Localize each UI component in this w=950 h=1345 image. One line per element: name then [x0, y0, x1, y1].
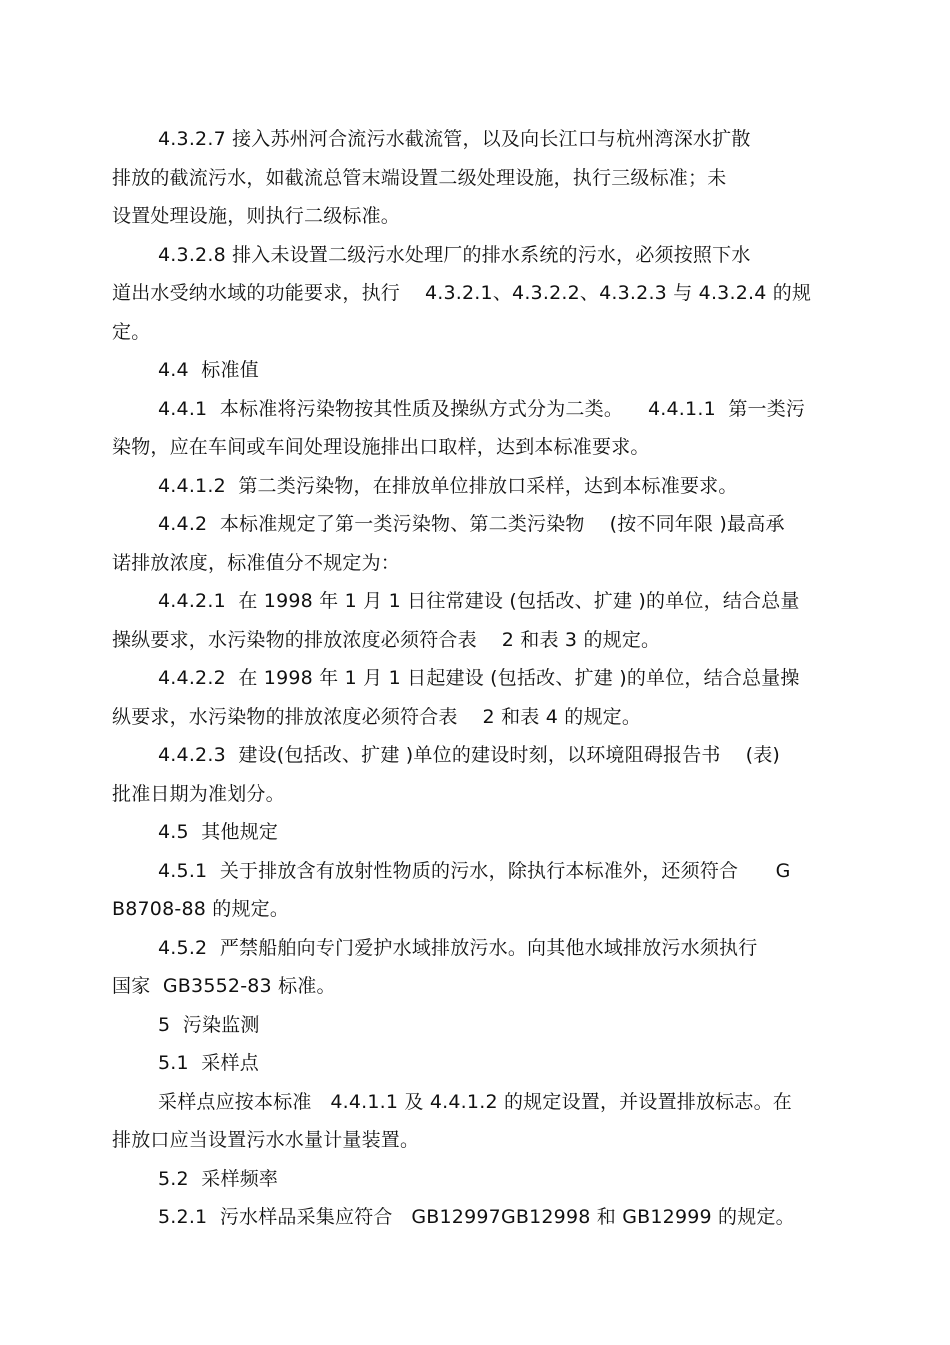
- section-heading: 4.4 标准值: [158, 359, 259, 381]
- text-line: 4.4.2.1 在 1998 年 1 月 1 日往常建设 (包括改、扩建 )的单位，结合总量: [158, 590, 800, 612]
- text-line: 染物，应在车间或车间处理设施排出口取样，达到本标准要求。: [112, 436, 650, 458]
- text-line: 4.3.2.8 排入未设置二级污水处理厂的排水系统的污水，必须按照下水: [158, 244, 751, 266]
- text-line: 5.2.1 污水样品采集应符合 GB12997GB12998 和 GB12999 的规定。: [158, 1206, 795, 1228]
- text-line: 4.4.2 本标准规定了第一类污染物、第二类污染物 (按不同年限 )最高承: [158, 513, 785, 535]
- text-line: 操纵要求，水污染物的排放浓度必须符合表 2 和表 3 的规定。: [112, 629, 661, 651]
- text-line: 4.4.2.2 在 1998 年 1 月 1 日起建设 (包括改、扩建 )的单位，结合总量操: [158, 667, 800, 689]
- text-line: 4.3.2.7 接入苏州河合流污水截流管，以及向长江口与杭州湾深水扩散: [158, 128, 751, 150]
- section-heading: 5 污染监测: [158, 1014, 260, 1036]
- text-line: 采样点应按本标准 4.4.1.1 及 4.4.1.2 的规定设置，并设置排放标志。在: [158, 1091, 792, 1113]
- text-line: B8708-88 的规定。: [112, 898, 290, 920]
- section-heading: 5.1 采样点: [158, 1052, 259, 1074]
- text-line: 排放口应当设置污水水量计量装置。: [112, 1129, 420, 1151]
- text-line: 诺排放浓度，标准值分不规定为：: [112, 552, 401, 574]
- section-heading: 5.2 采样频率: [158, 1168, 279, 1190]
- text-line: 设置处理设施，则执行二级标准。: [112, 205, 401, 227]
- text-line: 4.5.2 严禁船舶向专门爱护水域排放污水。向其他水域排放污水须执行: [158, 937, 758, 959]
- text-line: 道出水受纳水域的功能要求，执行 4.3.2.1、4.3.2.2、4.3.2.3 与 4.3.2.4 的规: [112, 282, 812, 304]
- text-line: 4.5.1 关于排放含有放射性物质的污水，除执行本标准外，还须符合 G: [158, 860, 791, 882]
- text-line: 国家 GB3552-83 标准。: [112, 975, 336, 997]
- text-line: 定。: [112, 321, 151, 343]
- text-line: 4.4.1.2 第二类污染物，在排放单位排放口采样，达到本标准要求。: [158, 475, 738, 497]
- text-line: 4.4.2.3 建设(包括改、扩建 )单位的建设时刻，以环境阻碍报告书 (表): [158, 744, 781, 766]
- text-line: 纵要求，水污染物的排放浓度必须符合表 2 和表 4 的规定。: [112, 706, 642, 728]
- section-heading: 4.5 其他规定: [158, 821, 279, 843]
- text-line: 排放的截流污水，如截流总管末端设置二级处理设施，执行三级标准；未: [112, 167, 727, 189]
- text-line: 4.4.1 本标准将污染物按其性质及操纵方式分为二类。 4.4.1.1 第一类污: [158, 398, 806, 420]
- text-line: 批准日期为准划分。: [112, 783, 285, 805]
